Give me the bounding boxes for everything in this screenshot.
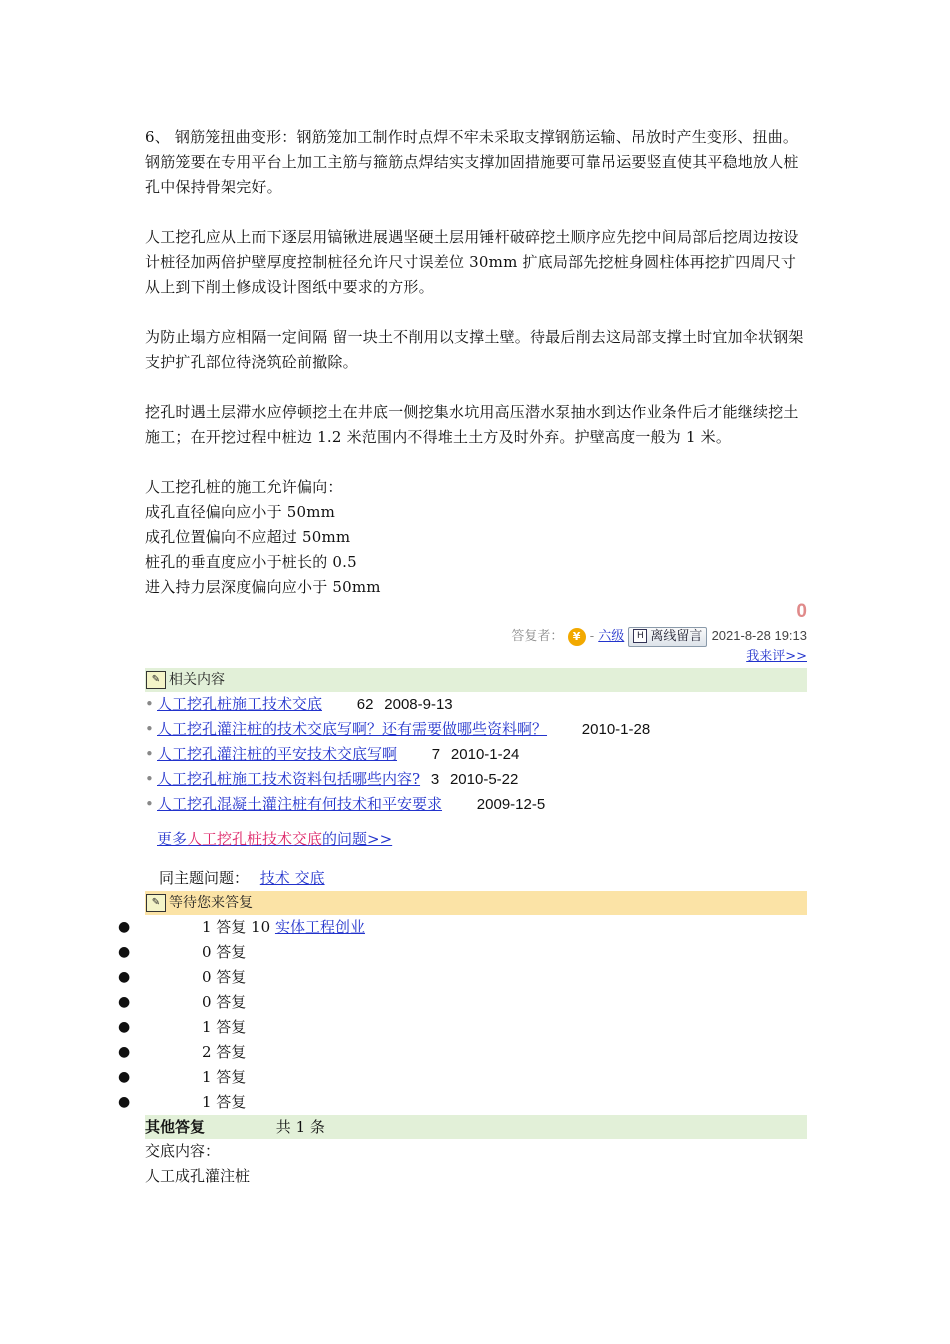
- related-header: [145, 668, 807, 692]
- related-link[interactable]: 人工挖孔混凝土灌注桩有何技术和平安要求: [157, 795, 443, 813]
- list-item: [118, 965, 807, 990]
- reply-count: 0 答复: [202, 943, 247, 961]
- vote-count: 0: [796, 601, 807, 622]
- post-date: 2009-12-5: [476, 796, 546, 813]
- list-item: [145, 767, 807, 792]
- tolerance-title: 人工挖孔桩的施工允许偏向：: [145, 478, 343, 496]
- other-replies-title: 其他答复: [145, 1118, 206, 1136]
- post-date: 2010-1-24: [450, 746, 520, 763]
- list-item: [145, 692, 807, 717]
- topic-link[interactable]: 技术 交底: [259, 869, 325, 887]
- related-link[interactable]: 人工挖孔桩施工技术资料包括哪些内容?: [157, 770, 421, 788]
- bullet-icon: ●: [118, 944, 131, 960]
- list-item: [145, 717, 807, 742]
- same-topic-row: [145, 866, 807, 891]
- paragraph-water-handling: 挖孔时遇土层滞水应停顿挖土在井底一侧挖集水坑用高压潜水泵抽水到达作业条件后才能继续挖土施工；在开挖过程中桩边 1.2 米范围内不得堆土土方及时外弃。护壁高度一般为 1 米。: [145, 403, 799, 446]
- list-item: [118, 990, 807, 1015]
- topic-label: 同主题问题：: [159, 869, 250, 887]
- list-item: [118, 1040, 807, 1065]
- reply-count: 2 答复: [202, 1043, 247, 1061]
- offline-message-button[interactable]: [628, 627, 707, 647]
- bullet-icon: •: [145, 695, 154, 713]
- separator: -: [589, 629, 595, 644]
- list-item: [118, 1015, 807, 1040]
- other-reply-label: 交底内容：: [145, 1142, 221, 1160]
- reply-count: 0 答复: [202, 993, 247, 1011]
- user-level-link[interactable]: 六级: [598, 629, 625, 644]
- list-item: [118, 915, 807, 940]
- tolerance-item: 成孔位置偏向不应超过 50mm: [145, 528, 351, 546]
- more-suffix: 的问题>>: [322, 830, 393, 848]
- bullet-icon: •: [145, 745, 154, 763]
- bullet-icon: •: [145, 795, 154, 813]
- answer-count: 7: [431, 746, 441, 763]
- related-list: [145, 692, 807, 817]
- document-page: [118, 125, 807, 1189]
- edit-icon: ✎: [146, 894, 166, 912]
- message-icon: H: [633, 629, 647, 643]
- other-replies-header: [145, 1115, 807, 1139]
- reply-meta: [145, 624, 807, 648]
- list-item: [145, 792, 807, 817]
- answer-count: 62: [356, 696, 374, 713]
- tolerance-section: [145, 475, 807, 600]
- edit-icon: ✎: [146, 671, 166, 689]
- answer-count: 3: [430, 771, 440, 788]
- more-prefix: 更多: [157, 830, 188, 848]
- post-date: 2010-1-28: [581, 721, 651, 738]
- bullet-icon: ●: [118, 1019, 131, 1035]
- more-keyword: 人工挖孔桩技术交底: [187, 830, 323, 848]
- related-title: 相关内容: [169, 672, 225, 688]
- bullet-icon: •: [145, 770, 154, 788]
- other-reply-content: 人工成孔灌注桩: [145, 1167, 251, 1185]
- tolerance-item: 成孔直径偏向应小于 50mm: [145, 503, 336, 521]
- waiting-title: 等待您来答复: [169, 895, 253, 911]
- post-date: 2008-9-13: [384, 696, 453, 713]
- list-item: [118, 1065, 807, 1090]
- reply-count: 1 答复: [202, 1068, 247, 1086]
- bullet-icon: ●: [118, 1069, 131, 1085]
- paragraph-collapse-prevention: 为防止塌方应相隔一定间隔 留一块土不削用以支撑土壁。待最后削去这局部支撑土时宜加伞状钢架支护扩孔部位待浇筑砼前撤除。: [145, 328, 804, 371]
- tolerance-item: 桩孔的垂直度应小于桩长的 0.5: [145, 553, 357, 571]
- bullet-icon: ●: [118, 969, 131, 985]
- comment-link[interactable]: 我来评>>: [746, 649, 807, 664]
- bullet-icon: ●: [118, 994, 131, 1010]
- other-replies-count: 共 1 条: [275, 1118, 325, 1136]
- list-item: [145, 742, 807, 767]
- bullet-icon: ●: [118, 1044, 131, 1060]
- comment-link-row: [145, 648, 807, 668]
- reply-count: 1 答复 10: [202, 918, 271, 936]
- waiting-header: [145, 891, 807, 915]
- related-link[interactable]: 人工挖孔灌注桩的技术交底写啊？还有需要做哪些资料啊？: [157, 720, 548, 738]
- paragraph-excavation-order: 人工挖孔应从上而下逐层用镐锹进展遇坚硬土层用锤杆破碎挖土顺序应先挖中间局部后挖周边按设计桩径加两倍护壁厚度控制桩径允许尺寸误差位 30mm 扩底局部先挖桩身圆柱体再挖扩四周尺寸从上到下削土修成设计图纸中要求的方形。: [145, 228, 799, 296]
- list-item: [118, 940, 807, 965]
- bullet-icon: ●: [118, 919, 131, 935]
- reply-time: 2021-8-28 19:13: [711, 628, 807, 643]
- offline-message-label: 离线留言: [650, 628, 703, 644]
- more-questions-link[interactable]: [157, 830, 392, 848]
- reply-count: 1 答复: [202, 1093, 247, 1111]
- post-date: 2010-5-22: [449, 771, 519, 788]
- paragraph-cage-deformation: 6、 钢筋笼扭曲变形：钢筋笼加工制作时点焊不牢未采取支撑钢筋运输、吊放时产生变形、扭曲。钢筋笼要在专用平台上加工主筋与箍筋点焊结实支撑加固措施要可靠吊运要竖直使其平稳地放人桩孔中保持骨架完好。: [145, 128, 799, 196]
- reply-count: 0 答复: [202, 968, 247, 986]
- reply-count: 1 答复: [202, 1018, 247, 1036]
- list-item: [118, 1090, 807, 1115]
- related-link[interactable]: 人工挖孔桩施工技术交底: [157, 695, 323, 713]
- tolerance-item: 进入持力层深度偏向应小于 50mm: [145, 578, 381, 596]
- bullet-icon: ●: [118, 1094, 131, 1110]
- related-link[interactable]: 人工挖孔灌注桩的平安技术交底写啊: [157, 745, 398, 763]
- bullet-icon: •: [145, 720, 154, 738]
- waiting-list: [118, 915, 807, 1115]
- replier-label: 答复者：: [511, 629, 564, 644]
- question-link[interactable]: 实体工程创业: [274, 918, 365, 936]
- user-coin-icon[interactable]: ¥: [568, 628, 586, 646]
- more-questions-row: [145, 827, 807, 852]
